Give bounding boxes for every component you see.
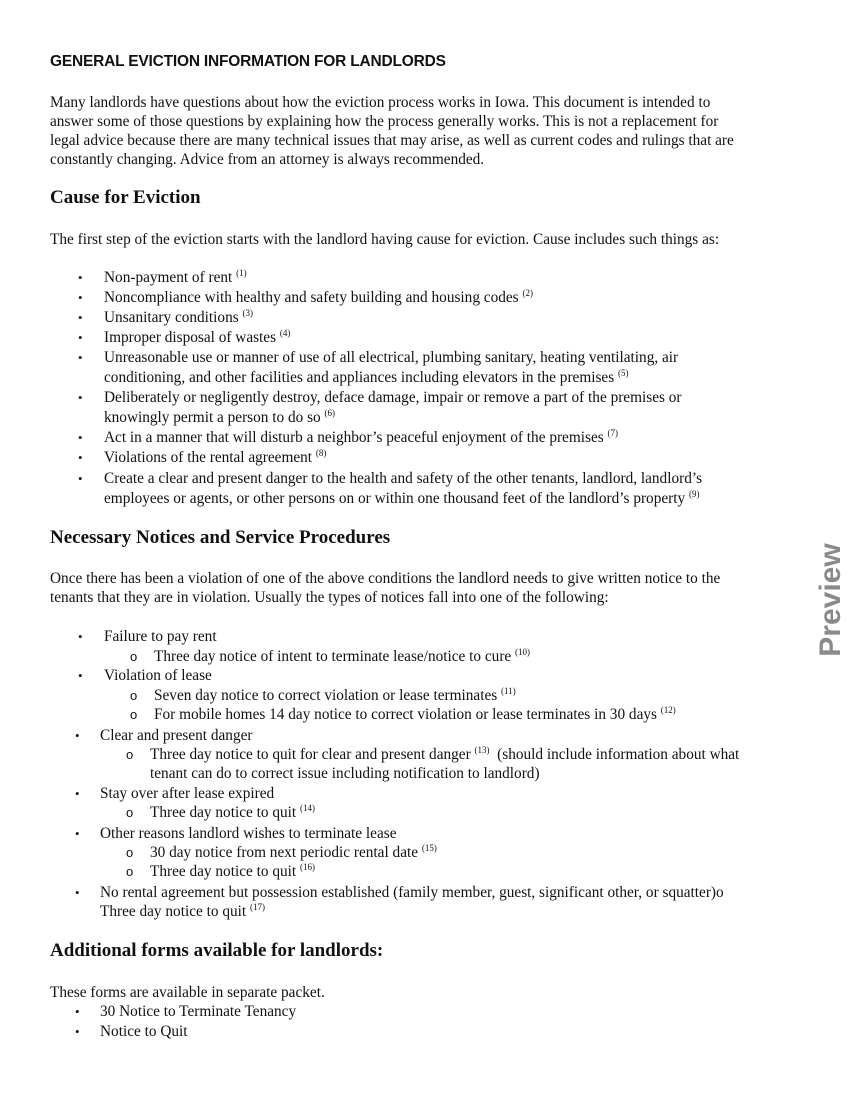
list-item-text: employees or agents, or other persons on or within one thousand feet of the landlord’s property [104, 490, 686, 507]
bullet-icon: • [75, 885, 80, 900]
footnote-ref: (10) [515, 646, 531, 657]
notice-sub-note: (should include information about what [497, 746, 740, 763]
bullet-icon: • [78, 471, 83, 486]
sub-bullet-icon: o [130, 707, 138, 722]
cause-lead: The first step of the eviction starts with the landlord having cause for eviction. Cause includes such things as: [50, 231, 720, 248]
forms-lead: These forms are available in separate packet. [50, 984, 325, 1001]
document-title: GENERAL EVICTION INFORMATION FOR LANDLORDS [50, 53, 446, 70]
intro-line: answer some of those questions by explaining how the process generally works. This is not a replacement for [50, 113, 719, 130]
list-item [104, 308, 253, 328]
notice-sub-item [154, 647, 530, 667]
list-item-text: Non-payment of rent [104, 269, 233, 286]
sub-bullet-icon: o [126, 864, 134, 879]
bullet-icon: • [75, 728, 80, 743]
list-item [104, 388, 682, 408]
notice-type: Other reasons landlord wishes to terminate lease [100, 825, 397, 842]
list-item [104, 469, 702, 489]
footnote-ref: (17) [249, 901, 265, 912]
notice-sub-item-continuation: tenant can do to correct issue including notification to landlord) [150, 765, 540, 782]
list-item [104, 288, 533, 308]
footnote-ref: (3) [242, 307, 254, 318]
notice-type: Failure to pay rent [104, 628, 217, 645]
notice-sub-item [150, 745, 739, 765]
footnote-ref: (2) [522, 287, 533, 298]
list-item-continuation [104, 368, 629, 388]
notice-type-continuation [100, 902, 265, 922]
list-item-text: Create a clear and present danger to the health and safety of the other tenants, landlord, landlord’s [104, 470, 703, 487]
notice-sub-text: Seven day notice to correct violation or lease terminates [154, 687, 498, 704]
list-item-text: Unreasonable use or manner of use of all electrical, plumbing sanitary, heating ventilating, air [104, 349, 679, 366]
bullet-icon: • [78, 330, 83, 345]
intro-line: legal advice because there are many technical issues that may arise, as well as current codes and rulings that are [50, 132, 734, 149]
notice-sub-text: 30 day notice from next periodic rental date [150, 844, 419, 861]
bullet-icon: • [78, 629, 83, 644]
footnote-ref: (13) [474, 744, 490, 755]
notice-type: Stay over after lease expired [100, 785, 275, 802]
notices-lead-line: Once there has been a violation of one of the above conditions the landlord needs to give written notice to the [50, 570, 721, 587]
sub-bullet-icon: o [130, 688, 138, 703]
bullet-icon: • [75, 826, 80, 841]
bullet-icon: • [78, 668, 83, 683]
notice-sub-text: For mobile homes 14 day notice to correct violation or lease terminates in 30 days [154, 706, 657, 723]
list-item [104, 348, 678, 368]
notice-sub-item [150, 862, 315, 882]
list-item-text: Noncompliance with healthy and safety building and housing codes [104, 289, 519, 306]
footnote-ref: (12) [660, 704, 676, 715]
form-item: 30 Notice to Terminate Tenancy [100, 1003, 297, 1020]
list-item [104, 328, 290, 348]
footnote-ref: (5) [618, 367, 629, 378]
section-heading-forms: Additional forms available for landlords: [50, 940, 384, 961]
preview-watermark: Preview [814, 543, 847, 657]
form-item: Notice to Quit [100, 1023, 188, 1040]
footnote-ref: (15) [421, 842, 437, 853]
bullet-icon: • [78, 270, 83, 285]
list-item-text: knowingly permit a person to do so [104, 409, 321, 426]
notice-type: Clear and present danger [100, 727, 253, 744]
section-heading-cause: Cause for Eviction [50, 187, 201, 208]
intro-line: Many landlords have questions about how the eviction process works in Iowa. This document is intended to [50, 94, 711, 111]
list-item [104, 428, 618, 448]
notice-type: Violation of lease [104, 667, 212, 684]
bullet-icon: • [78, 310, 83, 325]
list-item [104, 268, 247, 288]
bullet-icon: • [75, 1024, 80, 1039]
bullet-icon: • [78, 430, 83, 445]
sub-bullet-icon: o [126, 747, 134, 762]
bullet-icon: • [78, 350, 83, 365]
list-item-continuation [104, 489, 699, 509]
footnote-ref: (1) [236, 267, 247, 278]
sub-bullet-icon: o [126, 845, 134, 860]
notice-sub-text: Three day notice to quit [150, 804, 297, 821]
notice-sub-item [150, 843, 437, 863]
sub-bullet-icon: o [130, 649, 138, 664]
notice-sub-item [154, 686, 516, 706]
bullet-icon: • [78, 450, 83, 465]
footnote-ref: (4) [279, 327, 291, 338]
list-item [104, 448, 326, 468]
footnote-ref: (9) [688, 488, 700, 499]
sub-bullet-icon: o [126, 805, 134, 820]
notice-type: No rental agreement but possession established (family member, guest, significant other, or squatter)o [100, 884, 724, 901]
section-heading-notices: Necessary Notices and Service Procedures [50, 527, 391, 548]
bullet-icon: • [78, 390, 83, 405]
notice-sub-text: Three day notice to quit for clear and present danger [150, 746, 471, 763]
bullet-icon: • [75, 1004, 80, 1019]
footnote-ref: (6) [324, 407, 336, 418]
list-item-continuation [104, 408, 335, 428]
footnote-ref: (7) [607, 427, 619, 438]
watermark-margin [812, 0, 850, 1100]
list-item-text: Unsanitary conditions [104, 309, 239, 326]
list-item-text: Act in a manner that will disturb a neighbor’s peaceful enjoyment of the premises [104, 429, 604, 446]
notice-sub-item [150, 803, 315, 823]
list-item-text: Improper disposal of wastes [104, 329, 277, 346]
notice-sub-text: Three day notice to quit [150, 863, 297, 880]
notice-sub-text: Three day notice of intent to terminate lease/notice to cure [154, 648, 512, 665]
footnote-ref: (11) [501, 685, 516, 696]
footnote-ref: (16) [299, 861, 315, 872]
bullet-icon: • [75, 786, 80, 801]
intro-line: constantly changing. Advice from an attorney is always recommended. [50, 151, 485, 168]
footnote-ref: (8) [315, 447, 327, 458]
list-item-text: Violations of the rental agreement [104, 449, 313, 466]
notice-sub-item [154, 705, 676, 725]
bullet-icon: • [78, 290, 83, 305]
list-item-text: Deliberately or negligently destroy, deface damage, impair or remove a part of the premises or [104, 389, 682, 406]
notices-lead-line: tenants that they are in violation. Usually the types of notices fall into one of the following: [50, 589, 609, 606]
list-item-text: conditioning, and other facilities and appliances including elevators in the premises [104, 369, 615, 386]
footnote-ref: (14) [299, 802, 315, 813]
notice-type-text: Three day notice to quit [100, 903, 247, 920]
